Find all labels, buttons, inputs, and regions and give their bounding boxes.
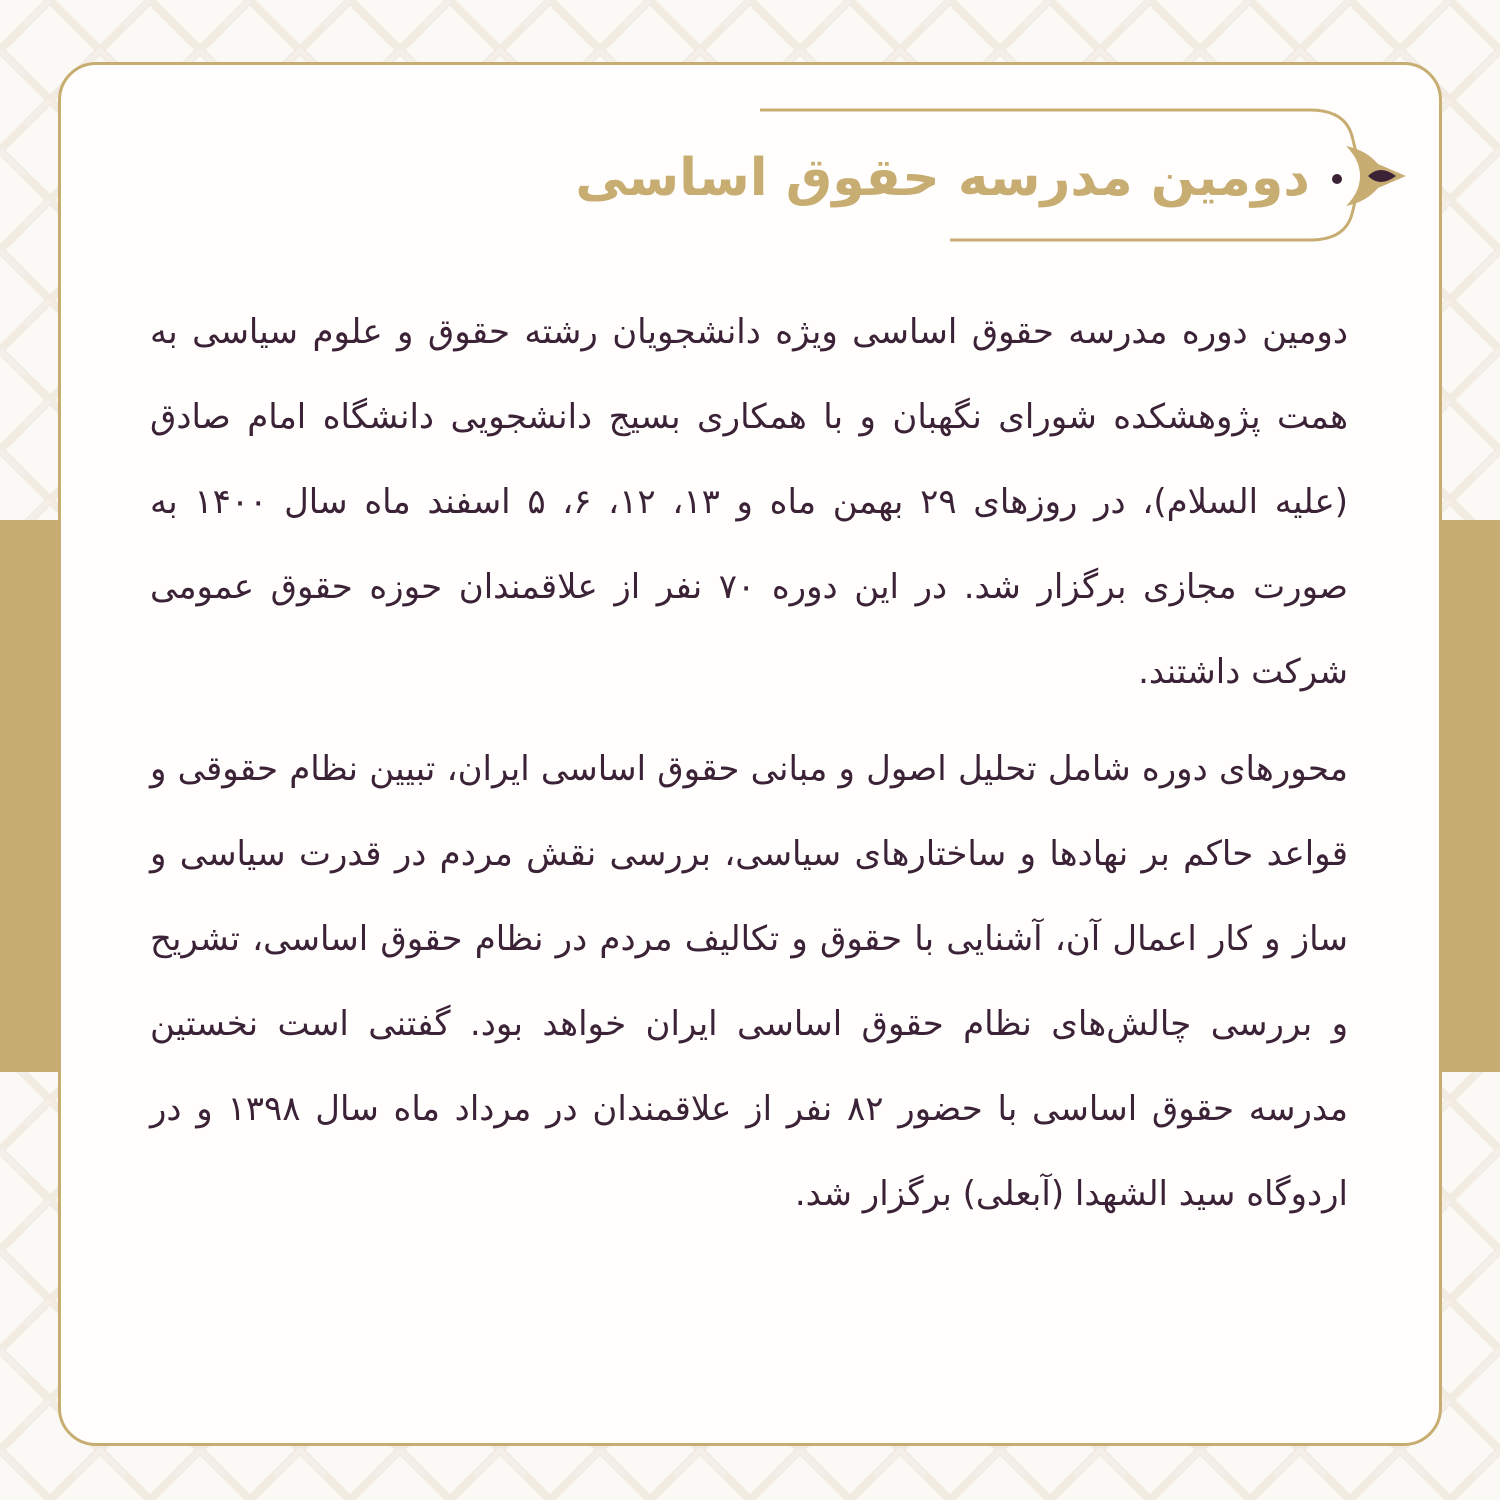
paragraph: محورهای دوره شامل تحلیل اصول و مبانی حقوق اساسی ایران، تبیین نظام حقوقی و قواعد حاکم بر نهادها و ساختارهای سیاسی، بررسی نقش مردم در قدرت سیاسی و ساز و کار اعمال آن، آشنایی با حقوق و تکالیف مردم در نظام حقوق اساسی، تشریح و بررسی چالش‌های نظام حقوق اساسی ایران خواهد بود. گفتنی است نخستین مدرسه حقوق اساسی با حضور ۸۲ نفر از علاقمندان در مرداد ماه سال ۱۳۹۸ و در اردوگاه سید الشهدا (آبعلی) برگزار شد. xyxy=(150,749,1349,1214)
article-body xyxy=(150,290,1348,1249)
dot-icon xyxy=(1332,174,1342,184)
page-title: دومین مدرسه حقوق اساسی xyxy=(575,148,1310,208)
right-side-band xyxy=(1440,520,1500,1072)
paragraph: دومین دوره مدرسه حقوق اساسی ویژه دانشجویان رشته حقوق و علوم سیاسی به همت پژوهشکده شورای نگهبان و با همکاری بسیج دانشجویی دانشگاه امام صادق (علیه السلام)، در روزهای ۲۹ بهمن ماه و ۱۳، ۱۲، ۶، ۵ اسفند ماه سال ۱۴۰۰ به صورت مجازی برگزار شد. در این دوره ۷۰ نفر از علاقمندان حوزه حقوق عمومی شرکت داشتند. xyxy=(150,312,1349,692)
left-side-band xyxy=(0,520,60,1072)
